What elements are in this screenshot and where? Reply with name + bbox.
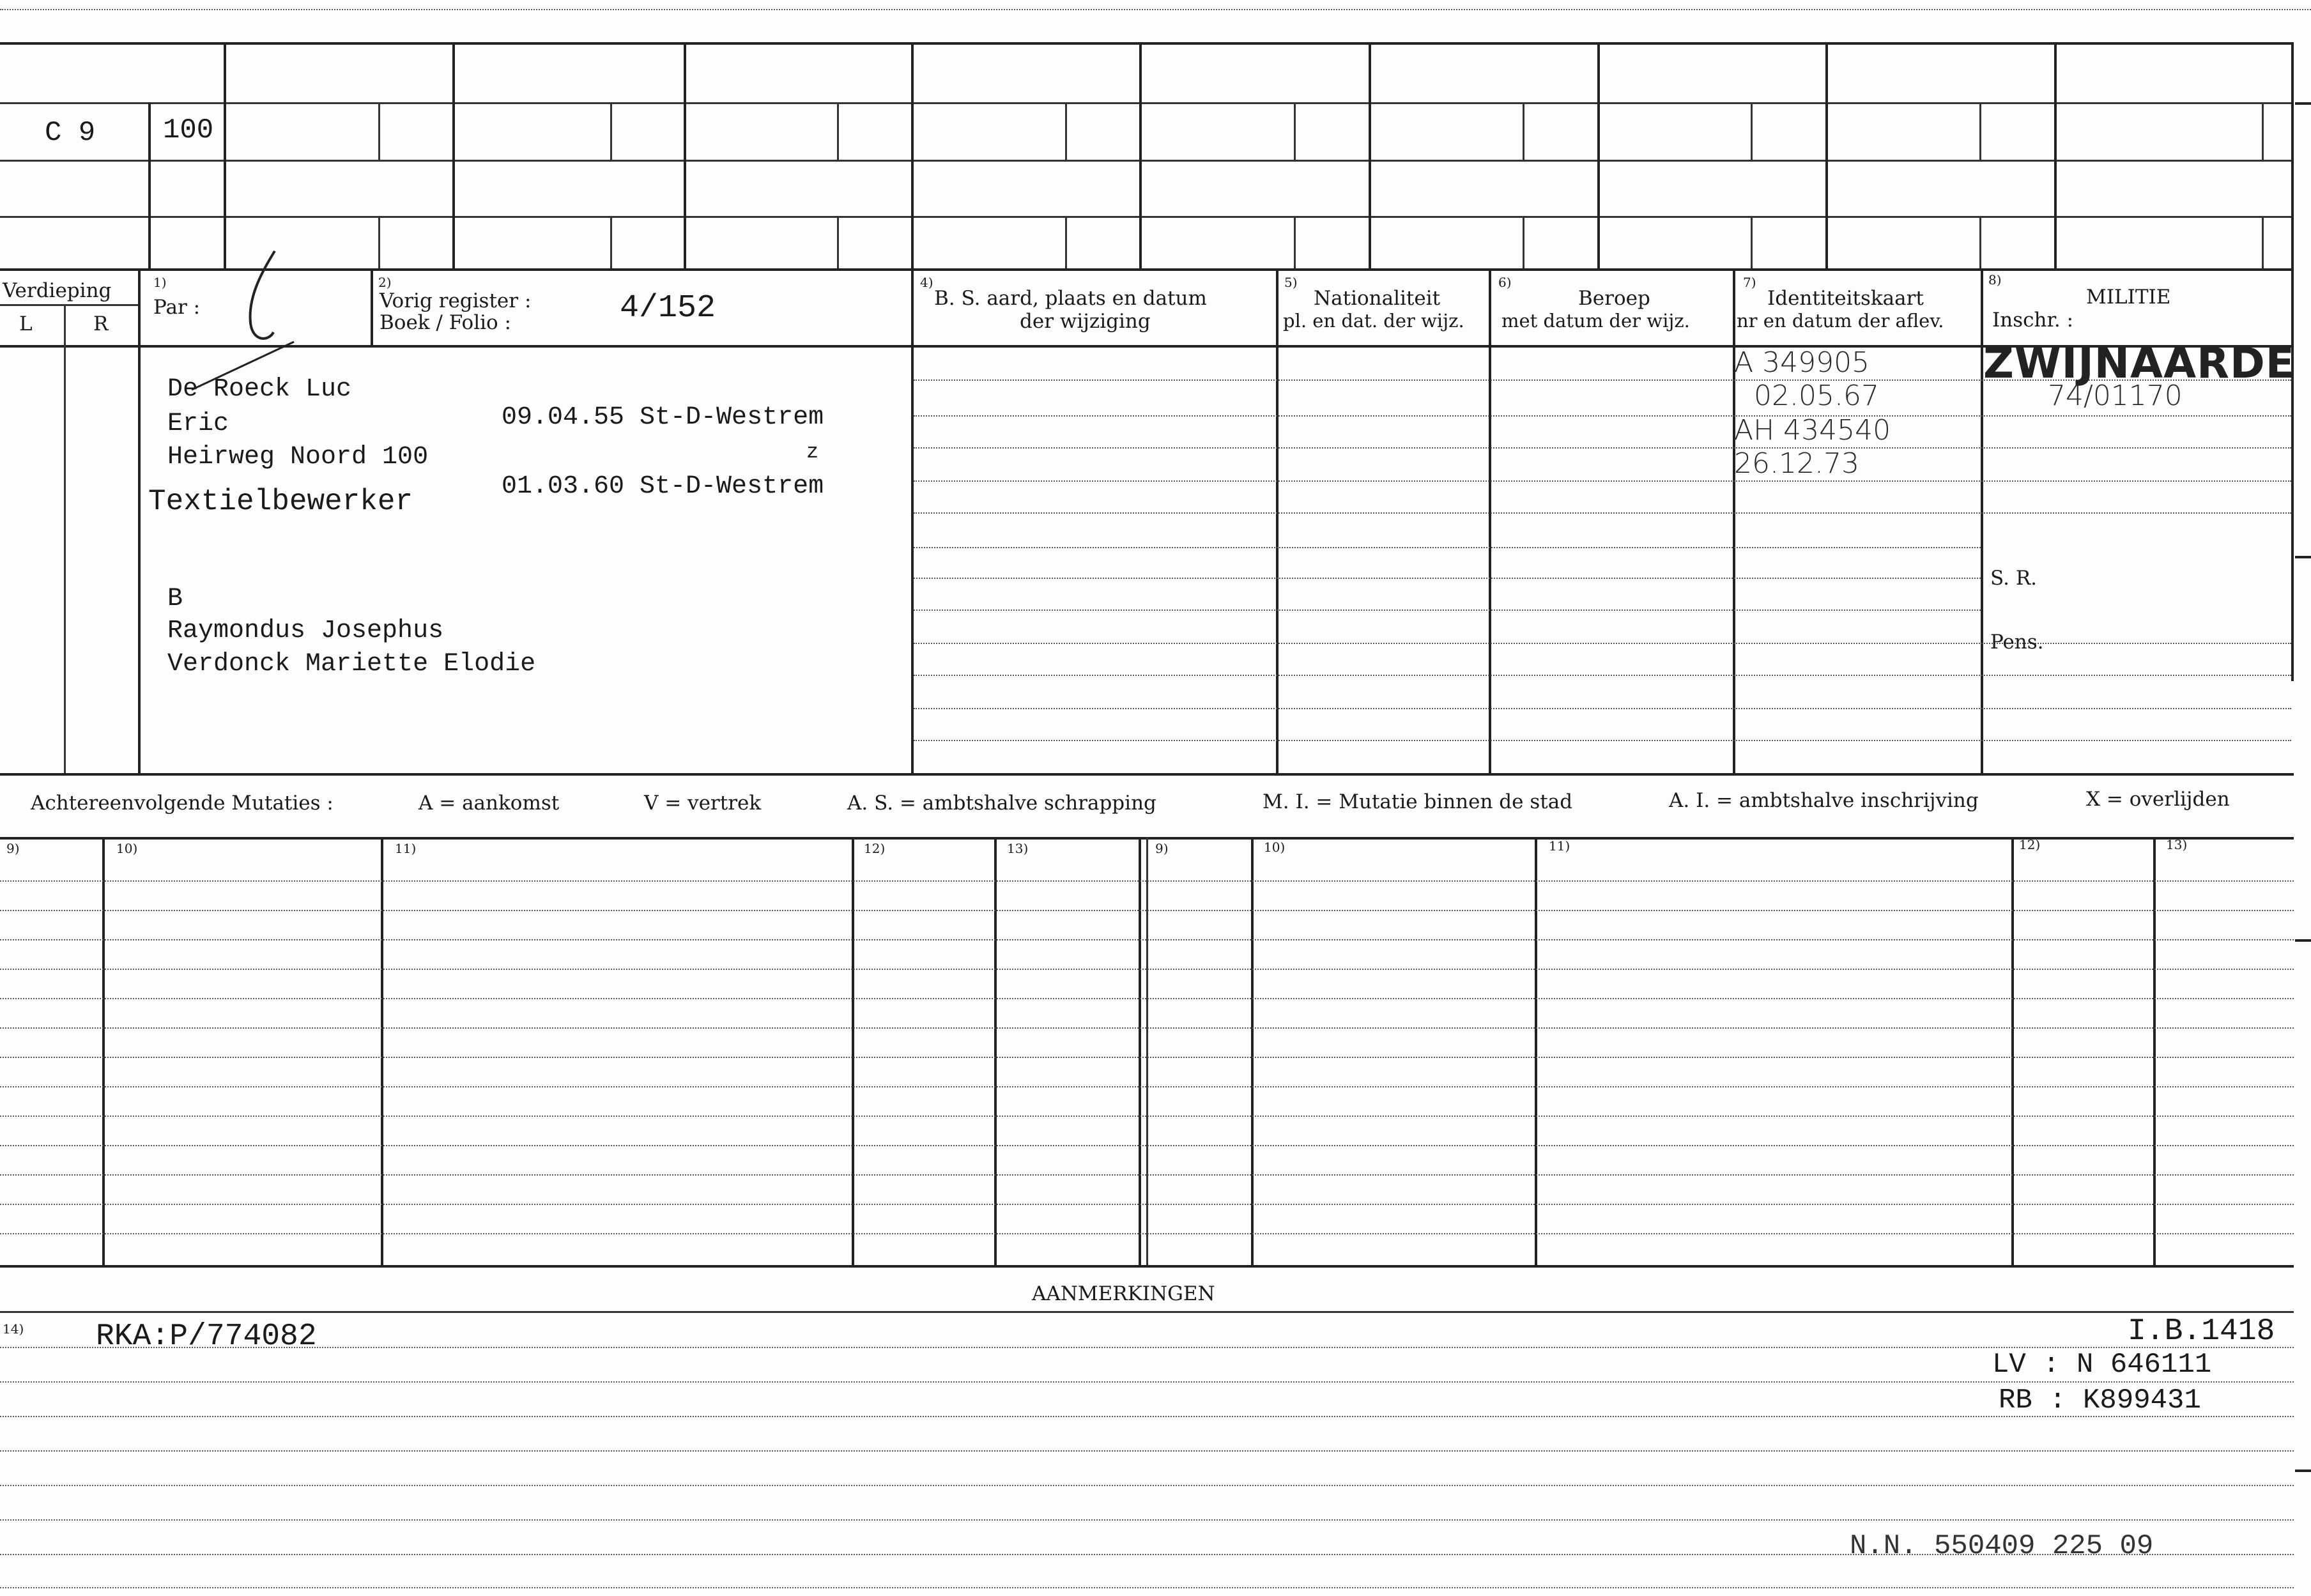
grid-line: [0, 216, 2294, 218]
grid-line: [2011, 837, 2014, 1265]
margin-tick: [2295, 102, 2311, 105]
person-second-name: Eric: [167, 410, 229, 438]
ruled-line: [0, 1057, 2294, 1058]
beroep-label-2: met datum der wijz.: [1501, 310, 1690, 332]
grid-line: [911, 42, 914, 268]
ruled-line: [0, 1381, 2294, 1383]
col-11-right: 11): [1549, 838, 1570, 854]
grid-line: [610, 102, 612, 160]
grid-line: [0, 773, 2294, 776]
grid-line: [2153, 837, 2156, 1265]
ruled-line: [914, 447, 2291, 449]
ruled-line: [0, 939, 2294, 940]
id-card-number-1: A 349905: [1734, 346, 1870, 379]
grid-line: [610, 216, 612, 268]
grid-line: [1979, 216, 1981, 268]
grid-line: [148, 102, 151, 268]
legend-ai: A. I. = ambtshalve inschrijving: [1669, 789, 1979, 812]
col-12-left: 12): [864, 841, 886, 856]
ruled-line: [914, 480, 2291, 482]
grid-line: [1139, 837, 1141, 1265]
legend-as: A. S. = ambtshalve schrapping: [847, 792, 1156, 815]
ruled-line: [914, 708, 2291, 709]
grid-line: [1146, 837, 1148, 1265]
militie-number: 8): [1988, 272, 2002, 288]
grid-line: [911, 268, 914, 774]
grid-line: [837, 102, 839, 160]
card-number: 100: [163, 114, 214, 146]
grid-line: [1276, 268, 1278, 774]
id-card-number-2: AH 434540: [1734, 414, 1891, 447]
col-11-left: 11): [395, 841, 417, 856]
beroep-number: 6): [1498, 275, 1512, 290]
ruled-line: [0, 1116, 2294, 1117]
ruled-line: [0, 1347, 2294, 1348]
militia-number: 74/01170: [2048, 380, 2183, 412]
id-label-2: nr en datum der aflev.: [1737, 310, 1944, 332]
ruled-line: [0, 1519, 2294, 1521]
grid-line: [1251, 837, 1254, 1265]
ruled-line: [914, 578, 1981, 579]
birth-date-place: 09.04.55 St-D-Westrem: [502, 403, 824, 432]
mother-name: Verdonck Mariette Elodie: [167, 650, 536, 679]
ruled-line: [914, 610, 1981, 611]
ruled-line: [914, 643, 2291, 644]
ruled-line: [0, 1587, 2294, 1588]
grid-line: [0, 1265, 2294, 1268]
grid-line: [994, 837, 997, 1265]
bs-number: 4): [920, 275, 933, 290]
par-handwritten-mark: [192, 246, 307, 393]
ruled-line: [914, 512, 2291, 514]
beroep-label-1: Beroep: [1578, 287, 1650, 310]
rka-reference: RKA:P/774082: [96, 1319, 317, 1354]
col-13-right: 13): [2166, 837, 2188, 852]
occupation: Textielbewerker: [148, 485, 413, 518]
ruled-line: [0, 1485, 2294, 1486]
ruled-line: [0, 1027, 2294, 1029]
margin-tick: [2295, 1469, 2311, 1472]
grid-line: [2262, 102, 2264, 160]
col-9-left: 9): [6, 841, 20, 856]
grid-line: [1139, 42, 1142, 268]
ruled-line: [914, 740, 2291, 741]
col-12-right: 12): [2019, 837, 2041, 852]
ruled-line: [0, 910, 2294, 911]
grid-line: [1523, 102, 1524, 160]
grid-line: [1535, 837, 1537, 1265]
nat-label-2: pl. en dat. der wijz.: [1283, 310, 1464, 332]
grid-line: [224, 42, 226, 268]
col-10-left: 10): [116, 841, 138, 856]
militia-stamp: ZWIJNAARDE: [1983, 339, 2295, 388]
legend-v: V = vertrek: [644, 792, 762, 815]
grid-line: [0, 160, 2294, 162]
margin-tick: [2295, 556, 2311, 558]
nat-number: 5): [1284, 275, 1298, 290]
col-10-right: 10): [1264, 840, 1286, 855]
grid-line: [1979, 102, 1981, 160]
grid-line: [1065, 216, 1067, 268]
bs-label-2: der wijziging: [1020, 310, 1151, 333]
remarks-title: AANMERKINGEN: [1032, 1282, 1215, 1305]
grid-line: [102, 837, 105, 1265]
vorig-number: 2): [378, 275, 392, 290]
grid-line: [1294, 216, 1296, 268]
grid-line: [1523, 216, 1524, 268]
person-name: De Roeck Luc: [167, 375, 352, 404]
grid-line: [64, 304, 66, 774]
grid-line: [1369, 42, 1371, 268]
ruled-line: [0, 969, 2294, 970]
sr-label: S. R.: [1990, 567, 2038, 590]
legend-mi: M. I. = Mutatie binnen de stad: [1263, 790, 1573, 813]
national-number: N.N. 550409 225 09: [1850, 1530, 2154, 1562]
card-code: C 9: [45, 117, 96, 149]
ruled-line: [0, 1174, 2294, 1176]
mutations-title: Achtereenvolgende Mutaties :: [31, 792, 334, 815]
margin-tick: [2295, 939, 2311, 942]
id-card-date-2: 26.12.73: [1734, 447, 1859, 480]
ruled-line: [914, 675, 2291, 676]
ruled-line: [0, 1204, 2294, 1205]
inschr-label: Inschr. :: [1992, 309, 2074, 332]
legend-x: X = overlijden: [2086, 788, 2230, 811]
verdieping-r: R: [93, 312, 109, 335]
ruled-line: [914, 415, 2291, 417]
ruled-line: [0, 1233, 2294, 1234]
grid-line: [0, 304, 141, 306]
col-13-left: 13): [1007, 841, 1029, 856]
pens-label: Pens.: [1990, 631, 2044, 654]
boek-folio-label: Boek / Folio :: [380, 311, 511, 334]
grid-line: [378, 216, 380, 268]
bs-label-1: B. S. aard, plaats en datum: [934, 287, 1207, 310]
address: Heirweg Noord 100: [167, 443, 429, 472]
ruled-line: [0, 1450, 2294, 1452]
grid-line: [2262, 216, 2264, 268]
grid-line: [0, 42, 2294, 45]
grid-line: [0, 268, 2294, 271]
par-number: 1): [153, 275, 167, 290]
grid-line: [1733, 268, 1735, 774]
militie-label: MILITIE: [2086, 286, 2171, 309]
grid-line: [852, 837, 854, 1265]
lv-number: LV : N 646111: [1992, 1349, 2212, 1381]
grid-line: [1597, 42, 1600, 268]
col-9-right: 9): [1155, 841, 1169, 856]
grid-line: [0, 1311, 2294, 1313]
grid-line: [452, 42, 455, 268]
remarks-number: 14): [3, 1321, 24, 1337]
par-label: Par :: [153, 296, 201, 319]
ruled-line: [0, 880, 2294, 882]
grid-line: [0, 102, 2294, 104]
grid-line: [684, 42, 686, 268]
vorig-register-value: 4/152: [620, 290, 716, 326]
top-edge-line: [0, 9, 2311, 10]
ruled-line: [0, 1554, 2294, 1555]
grid-line: [1825, 42, 1828, 268]
grid-line: [1751, 102, 1753, 160]
grid-line: [138, 268, 141, 774]
ruled-line: [0, 1145, 2294, 1146]
ruled-line: [0, 998, 2294, 999]
id-number: 7): [1743, 275, 1756, 290]
nat-label-1: Nationaliteit: [1314, 287, 1441, 310]
rb-number: RB : K899431: [1999, 1385, 2201, 1416]
civil-status: B: [167, 585, 183, 613]
ruled-line: [0, 1086, 2294, 1087]
grid-line: [0, 345, 2294, 348]
grid-line: [1065, 102, 1067, 160]
vorig-label: Vorig register :: [380, 289, 532, 312]
id-label-1: Identiteitskaart: [1767, 287, 1924, 310]
grid-line: [381, 837, 383, 1265]
father-name: Raymondus Josephus: [167, 617, 444, 645]
address-mark: z: [806, 440, 819, 464]
ruled-line: [914, 547, 1981, 548]
verdieping-l: L: [19, 312, 33, 335]
grid-line: [378, 102, 380, 160]
id-card-date-1: 02.05.67: [1754, 380, 1879, 412]
grid-line: [837, 216, 839, 268]
grid-line: [1489, 268, 1491, 774]
ruled-line: [0, 1416, 2294, 1417]
second-date-place: 01.03.60 St-D-Westrem: [502, 472, 824, 501]
verdieping-label: Verdieping: [3, 279, 112, 302]
grid-line: [1294, 102, 1296, 160]
legend-a: A = aankomst: [418, 792, 560, 815]
grid-line: [1751, 216, 1753, 268]
grid-line: [2054, 42, 2057, 268]
grid-line: [371, 268, 373, 345]
ib-reference: I.B.1418: [2128, 1314, 2275, 1349]
